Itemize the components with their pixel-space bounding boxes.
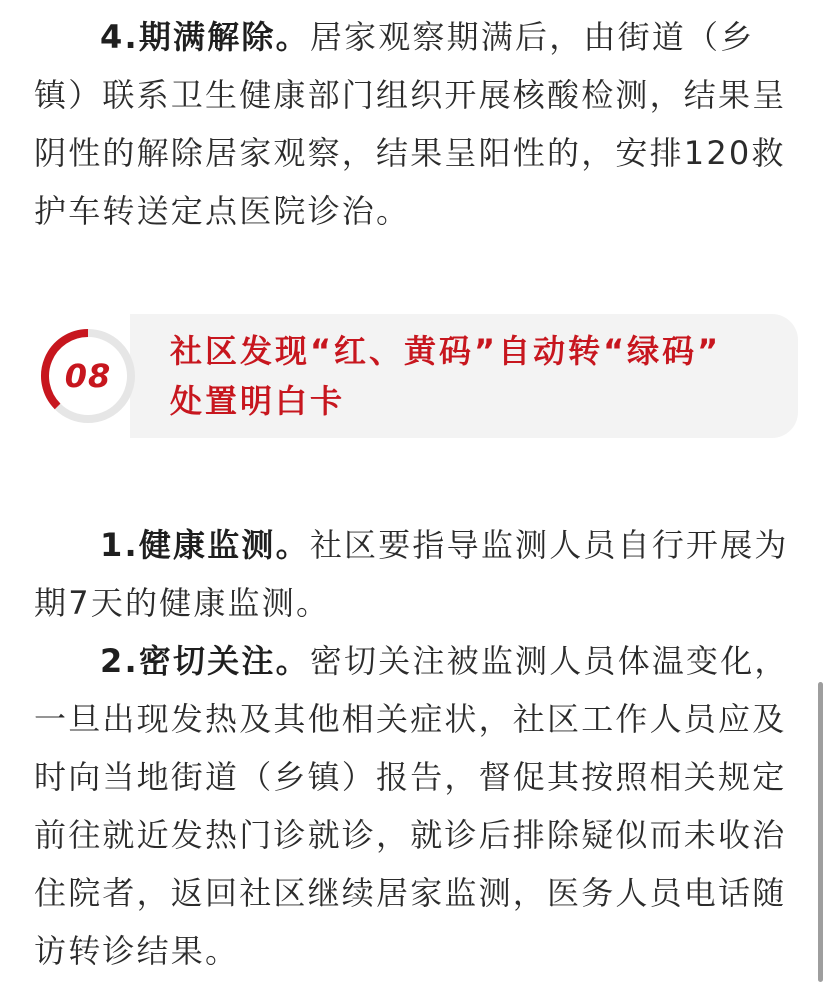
paragraph-lead: 2.密切关注。 [100,642,310,680]
section-title-line-1: 社区发现“红、黄码”自动转“绿码” [170,332,722,370]
paragraph-expiry-release [34,8,800,240]
paragraph-lead: 4.期满解除。 [100,18,310,56]
paragraph-body: 社区要指导监测人员自行开展为期7天的健康监测。 [34,526,789,622]
section-number: 08 [64,357,112,395]
section-title [170,326,770,426]
paragraph-body: 密切关注被监测人员体温变化，一旦出现发热及其他相关症状，社区工作人员应及时向当地街道（乡镇）报告，督促其按照相关规定前往就近发热门诊就诊，就诊后排除疑似而未收治住院者，返回社区继续居家监测，医务人员电话随访转诊结果。 [34,642,789,970]
scrollbar-thumb[interactable] [818,682,823,982]
section-number-badge [36,324,140,428]
paragraph-close-attention [34,632,800,980]
paragraph-body: 居家观察期满后，由街道（乡镇）联系卫生健康部门组织开展核酸检测，结果呈阴性的解除居家观察，结果呈阳性的，安排120救护车转送定点医院诊治。 [34,18,787,230]
paragraph-health-monitoring [34,516,800,632]
section-header [36,312,798,440]
section-title-line-2: 处置明白卡 [170,382,346,420]
paragraph-lead: 1.健康监测。 [100,526,310,564]
